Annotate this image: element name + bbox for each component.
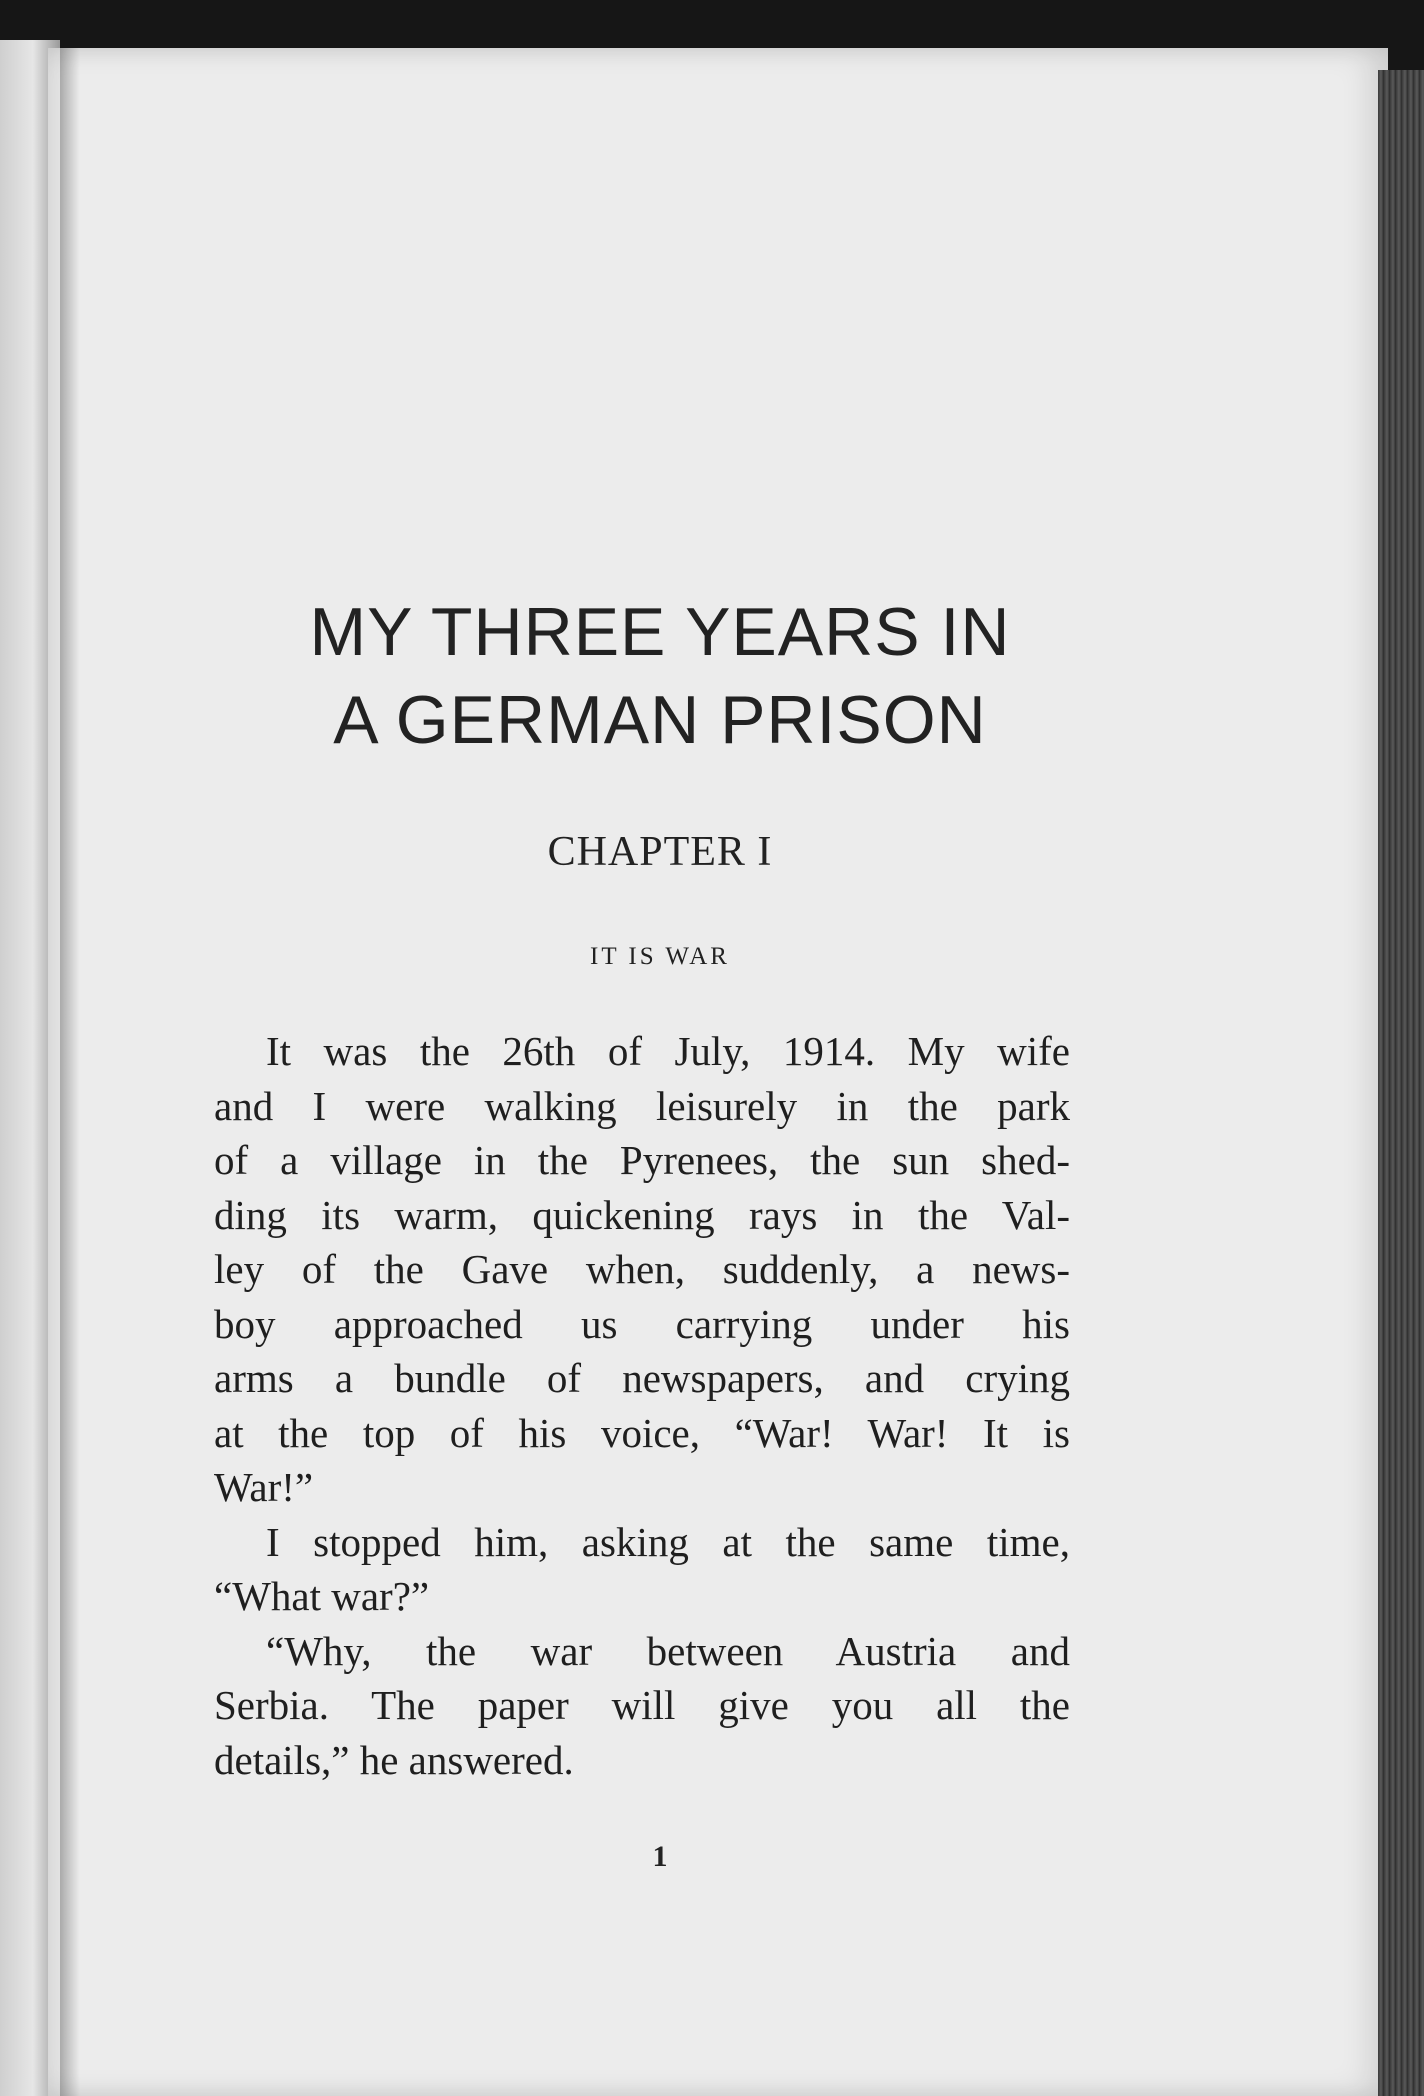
text-line: War!” bbox=[214, 1464, 314, 1510]
book-title-line: A GERMAN PRISON bbox=[333, 682, 987, 758]
chapter-subtitle: IT IS WAR bbox=[590, 943, 730, 970]
paragraph bbox=[214, 1624, 1070, 1788]
text-line: “What war?” bbox=[214, 1573, 430, 1619]
chapter-heading: CHAPTER I bbox=[547, 829, 773, 875]
text-line: I stopped him, asking at the same time, bbox=[266, 1518, 1070, 1565]
text-line: arms a bundle of newspapers, and crying bbox=[214, 1355, 1070, 1401]
paragraph bbox=[214, 1515, 1070, 1624]
paragraph bbox=[214, 1024, 1070, 1515]
book-title bbox=[210, 588, 1110, 764]
text-line: of a village in the Pyrenees, the sun shed- bbox=[214, 1137, 1070, 1183]
text-line: ley of the Gave when, suddenly, a news- bbox=[214, 1246, 1070, 1292]
text-line: boy approached us carrying under his bbox=[214, 1300, 1070, 1347]
text-line: details,” he answered. bbox=[214, 1736, 574, 1783]
text-line: ding its warm, quickening rays in the Val- bbox=[214, 1191, 1070, 1238]
page-block-edges bbox=[1378, 70, 1424, 2096]
text-line: It was the 26th of July, 1914. My wife bbox=[266, 1028, 1070, 1074]
page-number: 1 bbox=[652, 1840, 668, 1873]
text-line: at the top of his voice, “War! War! It is bbox=[214, 1409, 1070, 1456]
text-line: “Why, the war between Austria and bbox=[266, 1627, 1070, 1674]
spine-gutter bbox=[60, 48, 80, 2096]
text-line: and I were walking leisurely in the park bbox=[214, 1082, 1070, 1129]
chapter-body bbox=[214, 1024, 1070, 1787]
book-title-line: MY THREE YEARS IN bbox=[309, 594, 1011, 670]
text-line: Serbia. The paper will give you all the bbox=[214, 1682, 1070, 1728]
